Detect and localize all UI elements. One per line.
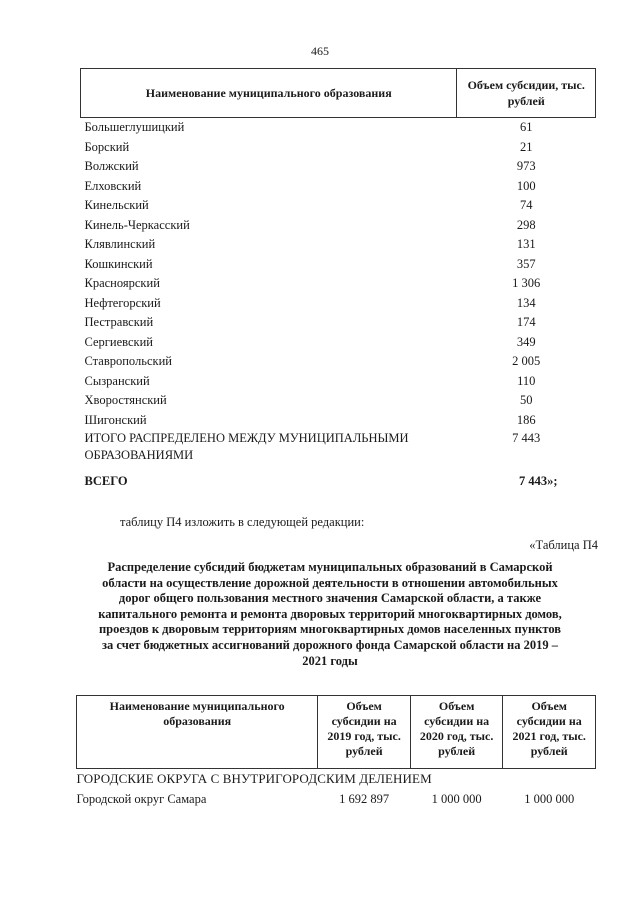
table-row [81,235,596,255]
subsidy-table-p4 [76,695,596,809]
total-label: ИТОГО РАСПРЕДЕЛЕНО МЕЖДУ МУНИЦИПАЛЬНЫМИ ОБРАЗОВАНИЯМИ [84,431,409,462]
municipality-name: Пестравский [84,315,154,329]
subsidy-table-continued [80,68,596,492]
municipality-name: Волжский [84,159,139,173]
municipality-name: Ставропольский [84,354,172,368]
table-body [81,118,596,431]
subsidy-amount: 50 [519,393,533,407]
table-body [77,789,596,809]
table-row [81,391,596,411]
municipality-name: Борский [84,139,130,154]
municipality-name: Шигонский [84,412,147,427]
municipality-name: Сызранский [84,373,150,388]
table-row [81,294,596,314]
subsidy-amount: 2 005 [512,354,541,368]
subsidy-2019: 1 692 897 [339,792,390,806]
subsidy-amount: 357 [516,256,536,271]
subsidy-amount: 110 [517,373,536,388]
grand-total-value: 7 443»; [518,474,558,488]
municipality-name: Кинель-Черкасский [84,217,190,232]
table-header-row [81,69,596,118]
page-number: 465 [311,44,329,58]
municipality-name: Сергиевский [84,334,153,349]
table-row [81,333,596,353]
municipality-name: Городской округ Самара [76,792,207,806]
subsidy-amount: 100 [516,178,536,193]
column-header-subsidy-amount: Объем субсидии, тыс. рублей [457,69,596,118]
table-row [81,411,596,431]
municipality-name: Красноярский [84,276,160,290]
column-header-municipality: Наименование муниципального образования [81,69,457,118]
subsidy-amount: 1 306 [512,276,541,290]
subsidy-2021: 1 000 000 [524,792,575,806]
municipality-name: Хворостянский [84,393,167,407]
column-header-2020: Объем субсидии на 2020 год, тыс. рублей [410,696,503,769]
table-row [81,216,596,236]
subsidy-amount: 21 [519,139,533,154]
column-header-2021: Объем субсидии на 2021 год, тыс. рублей [503,696,596,769]
table-row [81,157,596,177]
amendment-instruction: таблицу П4 изложить в следующей редакции: [120,515,365,529]
table-row [81,352,596,372]
table-caption: «Таблица П4 [529,538,598,552]
section-title: ГОРОДСКИЕ ОКРУГА С ВНУТРИГОРОДСКИМ ДЕЛЕНИЕМ [76,771,432,786]
table-row [81,313,596,333]
table-heading: Распределение субсидий бюджетам муниципальных образований в Самарской области на осуществление дорожной деятельности в отношении автомобильных дорог общего пользования местного значения Самарской области, а также капитального ремонта и ремонта дворовых территорий многоквартирных домов, проездов к дворовым территориям многоквартирных домов населенных пунктов за счет бюджетных ассигнований дорожного фонда Самарской области на 2019 – 2021 годы [98,560,562,668]
section-row [77,769,596,790]
table-row [81,372,596,392]
subsidy-amount: 134 [516,295,536,310]
subsidy-amount: 74 [519,198,533,212]
table-row [81,255,596,275]
subsidy-amount: 349 [516,334,536,349]
column-header-municipality: Наименование муниципального образования [77,696,318,769]
table-row [81,118,596,138]
municipality-name: Кинельский [84,198,149,212]
subsidy-2020: 1 000 000 [431,792,482,806]
subsidy-amount: 298 [516,217,536,232]
municipality-name: Кошкинский [84,256,153,271]
subsidy-amount: 61 [519,120,533,134]
municipality-name: Елховский [84,178,142,193]
table-row [81,177,596,197]
table-header-row [77,696,596,769]
table-row [81,274,596,294]
municipality-name: Клявлинский [84,237,156,251]
municipality-name: Нефтегорский [84,295,161,310]
subsidy-amount: 174 [516,315,536,329]
subsidy-amount: 973 [516,159,536,173]
grand-total-label: ВСЕГО [84,474,128,488]
total-value: 7 443 [512,431,541,445]
subsidy-amount: 186 [516,412,536,427]
subsidy-amount: 131 [516,237,536,251]
municipality-name: Большеглушицкий [84,120,185,134]
table-row [81,138,596,158]
table-row [77,789,596,809]
table-row [81,196,596,216]
column-header-2019: Объем субсидии на 2019 год, тыс. рублей [318,696,411,769]
grand-total-row [81,470,596,492]
total-row [81,430,596,470]
